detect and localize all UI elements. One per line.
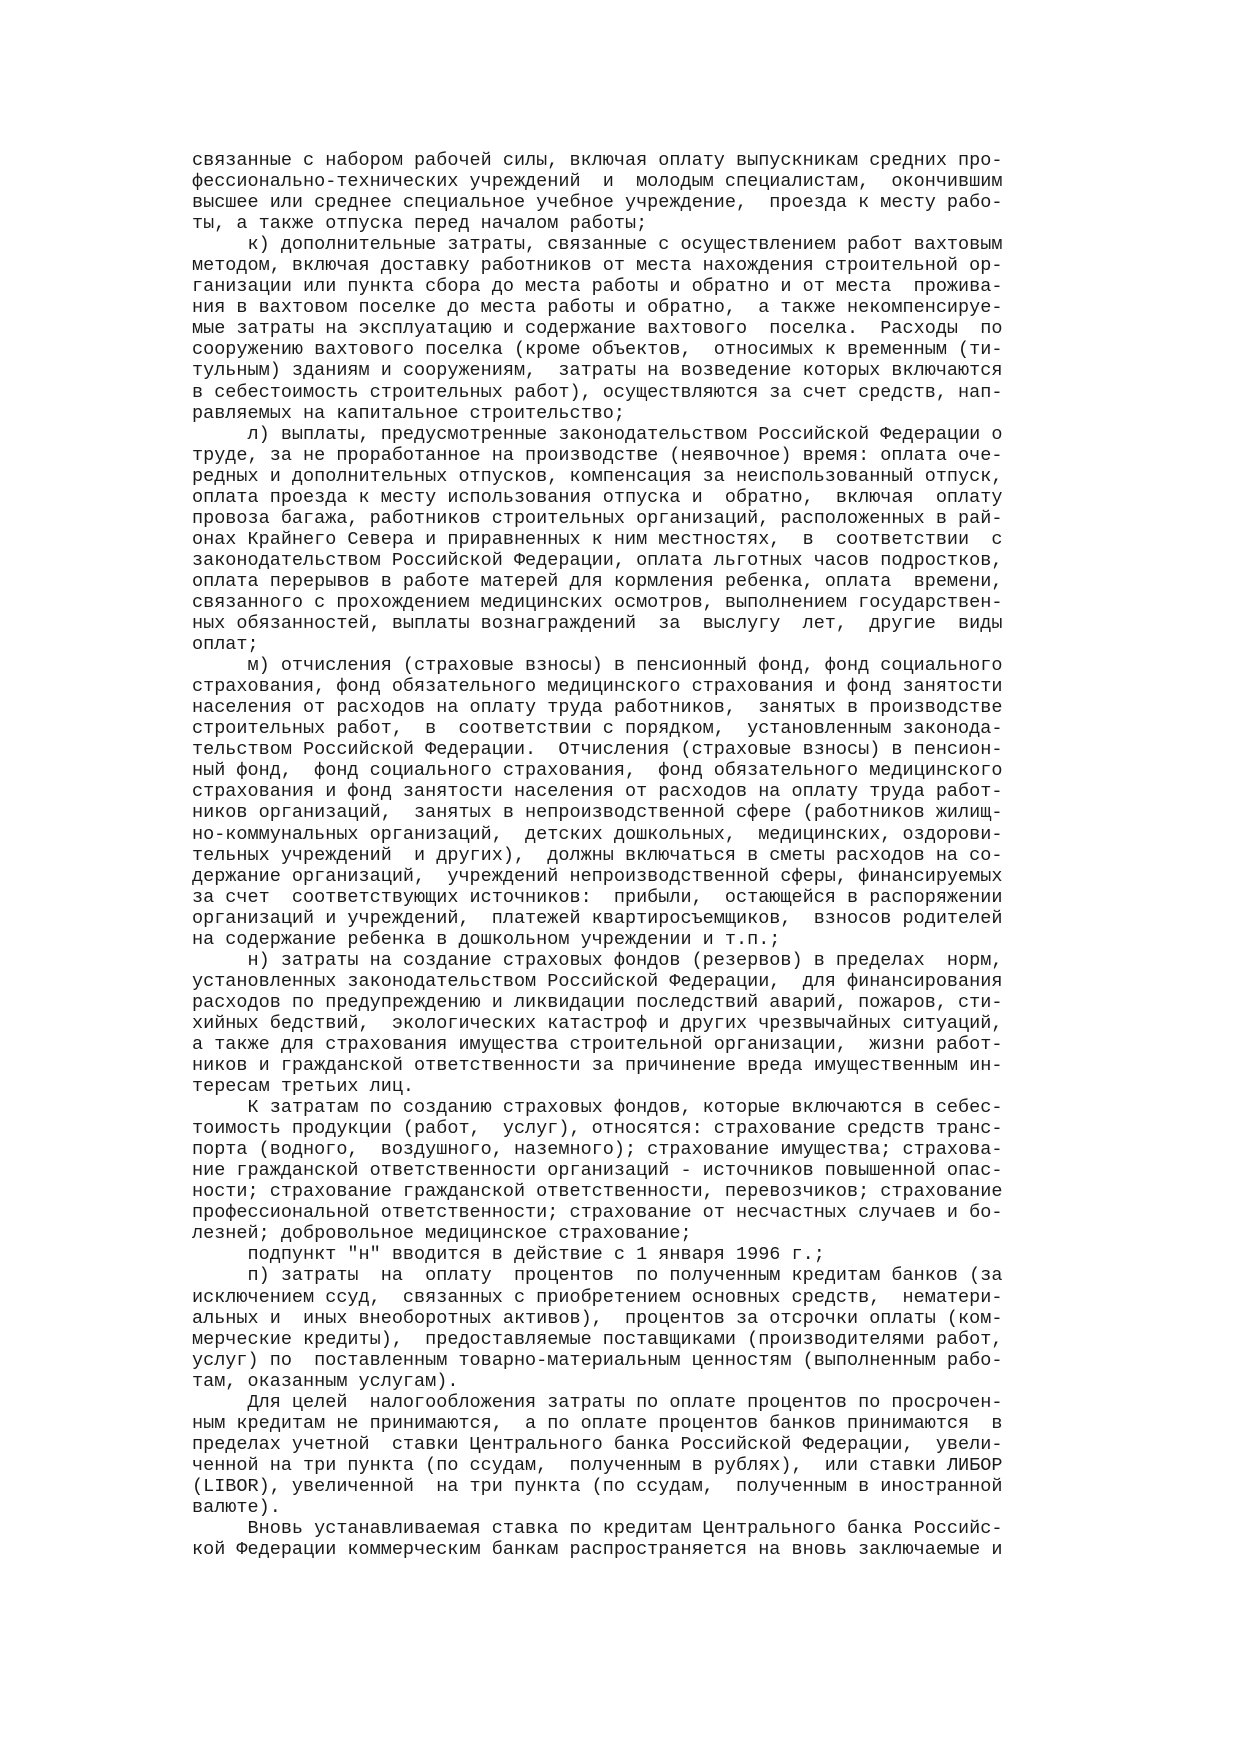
text-line: онах Крайнего Севера и приравненных к ним местностях, в соответствии с [192,528,1003,550]
text-line: сооружению вахтового поселка (кроме объектов, относимых к временным (ти- [192,339,1003,361]
text-line: подпункт "н" вводится в действие с 1 января 1996 г.; [192,1244,825,1266]
text-line: равляемых на капитальное строительство; [192,402,625,424]
text-line: к) дополнительные затраты, связанные с осуществлением работ вахтовым [192,234,1003,256]
text-line: связанного с прохождением медицинских осмотров, выполнением государствен- [192,591,1003,613]
text-line: мые затраты на эксплуатацию и содержание вахтового поселка. Расходы по [192,318,1003,340]
text-line: Для целей налогообложения затраты по оплате процентов по просрочен- [192,1391,1003,1413]
text-line: п) затраты на оплату процентов по полученным кредитам банков (за [192,1265,1003,1287]
text-line: К затратам по созданию страховых фондов, которые включаются в себес- [192,1097,1003,1119]
text-line: в себестоимость строительных работ), осуществляются за счет средств, нап- [192,381,1003,403]
text-line: расходов по предупреждению и ликвидации последствий аварий, пожаров, сти- [192,991,1003,1013]
text-line: альных и иных внеоборотных активов), процентов за отсрочки оплаты (ком- [192,1307,1003,1329]
text-line: лезней; добровольное медицинское страхование; [192,1223,692,1245]
text-line: оплат; [192,634,259,656]
text-line: ганизации или пункта сбора до места работы и обратно и от места прожива- [192,276,1003,298]
text-line: страхования, фонд обязательного медицинского страхования и фонд занятости [192,676,1003,698]
text-line: а также для страхования имущества строительной организации, жизни работ- [192,1033,1003,1055]
text-line: м) отчисления (страховые взносы) в пенсионный фонд, фонд социального [192,655,1003,677]
text-line: валюте). [192,1497,281,1518]
text-line: (LIBOR), увеличенной на три пункта (по ссудам, полученным в иностранной [192,1475,1003,1497]
text-line: тересам третьих лиц. [192,1076,415,1098]
text-line: на содержание ребенка в дошкольном учреждении и т.п.; [192,928,781,950]
text-line: хийных бедствий, экологических катастроф и других чрезвычайных ситуаций, [192,1012,1003,1034]
text-line: ние гражданской ответственности организаций - источников повышенной опас- [192,1160,1003,1182]
text-line: организаций и учреждений, платежей квартиросъемщиков, взносов родителей [192,907,1003,929]
text-line: оплата перерывов в работе матерей для кормления ребенка, оплата времени, [192,570,1003,592]
text-line: ным кредитам не принимаются, а по оплате процентов банков принимаются в [192,1412,1003,1434]
text-line: ности; страхование гражданской ответственности, перевозчиков; страхование [192,1181,1003,1203]
text-line: ния в вахтовом поселке до места работы и обратно, а также некомпенсируе- [192,297,1003,319]
text-line: оплата проезда к месту использования отпуска и обратно, включая оплату [192,486,1003,508]
text-line: за счет соответствующих источников: прибыли, остающейся в распоряжении [192,886,1003,908]
text-line: установленных законодательством Российской Федерации, для финансирования [192,970,1003,992]
text-line: порта (водного, воздушного, наземного); страхование имущества; страхова- [192,1139,1003,1161]
text-line: профессиональной ответственности; страхование от несчастных случаев и бо- [192,1202,1003,1224]
text-line: провоза багажа, работников строительных организаций, расположенных в рай- [192,507,1003,529]
text-line: высшее или среднее специальное учебное учреждение, проезда к месту рабо- [192,192,1003,214]
text-line: н) затраты на создание страховых фондов (резервов) в пределах норм, [192,949,1003,971]
text-line: там, оказанным услугам). [192,1370,459,1392]
text-line: строительных работ, в соответствии с порядком, установленным законода- [192,718,1003,740]
text-line: исключением ссуд, связанных с приобретением основных средств, нематери- [192,1286,1003,1308]
text-line: ченной на три пункта (по ссудам, полученным в рублях), или ставки ЛИБОР [192,1454,1003,1476]
text-line: держание организаций, учреждений непроизводственной сферы, финансируемых [192,865,1003,887]
text-line: ников и гражданской ответственности за причинение вреда имущественным ин- [192,1055,1003,1077]
text-line: населения от расходов на оплату труда работников, занятых в производстве [192,697,1003,719]
text-line: тульным) зданиям и сооружениям, затраты на возведение которых включаются [192,360,1003,382]
text-line: мерческие кредиты), предоставляемые поставщиками (производителями работ, [192,1328,1003,1350]
text-line: кой Федерации коммерческим банкам распространяется на вновь заключаемые и [192,1539,1003,1561]
document-body-text [192,150,1052,1560]
text-line: труде, за не проработанное на производстве (неявочное) время: оплата оче- [192,444,1003,466]
text-line: связанные с набором рабочей силы, включая оплату выпускникам средних про- [192,150,1003,171]
text-line: методом, включая доставку работников от места нахождения строительной ор- [192,255,1003,277]
text-line: страхования и фонд занятости населения от расходов на оплату труда работ- [192,781,1003,803]
text-line: ников организаций, занятых в непроизводственной сфере (работников жилищ- [192,802,1003,824]
text-line: фессионально-технических учреждений и молодым специалистам, окончившим [192,171,1003,193]
text-line: тоимость продукции (работ, услуг), относятся: страхование средств транс- [192,1118,1003,1140]
text-line: ный фонд, фонд социального страхования, фонд обязательного медицинского [192,760,1003,782]
text-line: л) выплаты, предусмотренные законодательством Российской Федерации о [192,423,1003,445]
text-line: тельных учреждений и других), должны включаться в сметы расходов на со- [192,844,1003,866]
text-line: редных и дополнительных отпусков, компенсация за неиспользованный отпуск, [192,465,1003,487]
text-line: но-коммунальных организаций, детских дошкольных, медицинских, оздорови- [192,823,1003,845]
text-line: пределах учетной ставки Центрального банка Российской Федерации, увели- [192,1433,1003,1455]
text-line: законодательством Российской Федерации, оплата льготных часов подростков, [192,549,1003,571]
text-line: тельством Российской Федерации. Отчисления (страховые взносы) в пенсион- [192,739,1003,761]
text-line: ных обязанностей, выплаты вознаграждений за выслугу лет, другие виды [192,613,1003,635]
text-line: ты, а также отпуска перед началом работы; [192,213,648,235]
text-line: услуг) по поставленным товарно-материальным ценностям (выполненным рабо- [192,1349,1003,1371]
text-line: Вновь устанавливаемая ставка по кредитам Центрального банка Российс- [192,1518,1003,1540]
